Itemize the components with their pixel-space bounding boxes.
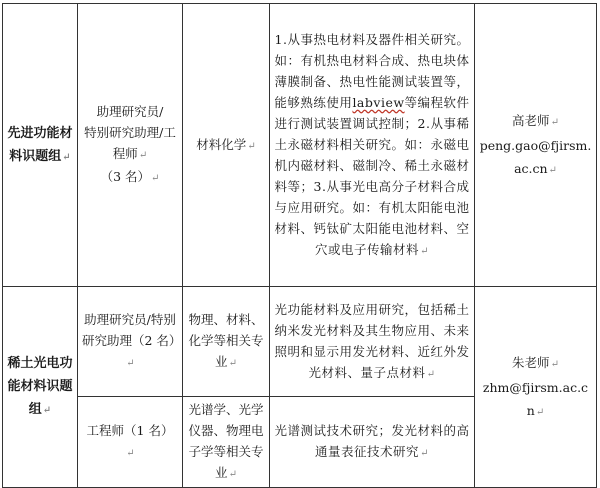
- paragraph-mark-icon: ↵: [426, 368, 436, 380]
- duty-cell: [270, 397, 475, 488]
- duty-text-part2: 等编程软件进行测试装置调试控制；2.从事稀土永磁材料相关研究。如：永磁电机内磁材料、磁制冷、稀土永磁材料等；3.从事光电高分子材料合成与应用研究。如：有机太阳能电池材料、钙钛矿太阳能电池材料、空穴或电子传输材料: [274, 94, 470, 257]
- paragraph-mark-icon: ↵: [42, 405, 52, 416]
- group-name: 稀土光电功能材料识题组: [7, 356, 73, 417]
- major-text: 光谱学、光学仪器、物理电子学等相关专业: [188, 402, 264, 480]
- major-text: 物理、材料、化学等相关专业: [188, 312, 264, 369]
- paragraph-mark-icon: ↵: [138, 150, 148, 161]
- duty-text: 光谱测试技术研究；发光材料的高通量表征技术研究: [274, 423, 470, 459]
- paragraph-mark-icon: ↵: [126, 358, 135, 369]
- paragraph-mark-icon: ↵: [548, 164, 557, 176]
- major-cell: [183, 4, 270, 287]
- contact-email[interactable]: peng.gao@fjirsm.ac.cn↵: [479, 137, 592, 176]
- group-name-cell: [3, 287, 78, 488]
- paragraph-mark-icon: ↵: [550, 358, 559, 370]
- paragraph-mark-icon: ↵: [550, 116, 559, 128]
- paragraph-mark-icon: ↵: [420, 245, 429, 257]
- paragraph-mark-icon: ↵: [228, 358, 237, 369]
- recruitment-table: [2, 3, 597, 488]
- duty-cell: [270, 4, 475, 287]
- table-row: [3, 287, 597, 397]
- duty-cell: [270, 287, 475, 397]
- duty-text: 光功能材料及应用研究，包括稀土纳米发光材料及其生物应用、未来照明和显示用发光材料、近红外发光材料、量子点材料: [274, 301, 470, 380]
- contact-cell: [475, 4, 597, 287]
- paragraph-mark-icon: ↵: [151, 173, 160, 184]
- position-cell: [78, 4, 183, 287]
- position-line: 助理研究员/: [96, 104, 164, 119]
- paragraph-mark-icon: ↵: [62, 151, 71, 163]
- paragraph-mark-icon: ↵: [247, 140, 256, 152]
- position-text: 助理研究员/特别研究助理（2 名）: [82, 312, 182, 348]
- major-cell: [183, 397, 270, 488]
- contact-email[interactable]: zhm@fjirsm.ac.cn↵: [482, 379, 589, 418]
- duty-text-part1: 1.从事热电材料及器件相关研究。如：有机热电材料合成、热电块体薄膜制备、热电性能测试装置等，能够熟练使用: [274, 31, 470, 110]
- position-line: 特别研究助理/工程师↵: [84, 125, 176, 161]
- group-name-cell: [3, 4, 78, 287]
- position-cell: [78, 397, 183, 488]
- position-count: （3 名）↵: [100, 169, 160, 184]
- position-text: 工程师（1 名）: [86, 423, 174, 438]
- paragraph-mark-icon: ↵: [535, 406, 545, 418]
- contact-name: 朱老师↵: [512, 354, 559, 370]
- contact-name: 高老师↵: [512, 112, 559, 128]
- position-cell: [78, 287, 183, 397]
- paragraph-mark-icon: ↵: [126, 448, 135, 459]
- table-row: [3, 4, 597, 287]
- duty-software-term: labview: [352, 94, 405, 110]
- major-text: 材料化学: [196, 136, 247, 152]
- paragraph-mark-icon: ↵: [228, 469, 237, 480]
- contact-cell: [475, 287, 597, 488]
- paragraph-mark-icon: ↵: [420, 448, 429, 459]
- major-cell: [183, 287, 270, 397]
- group-name: 先进功能材料识题组: [7, 125, 73, 164]
